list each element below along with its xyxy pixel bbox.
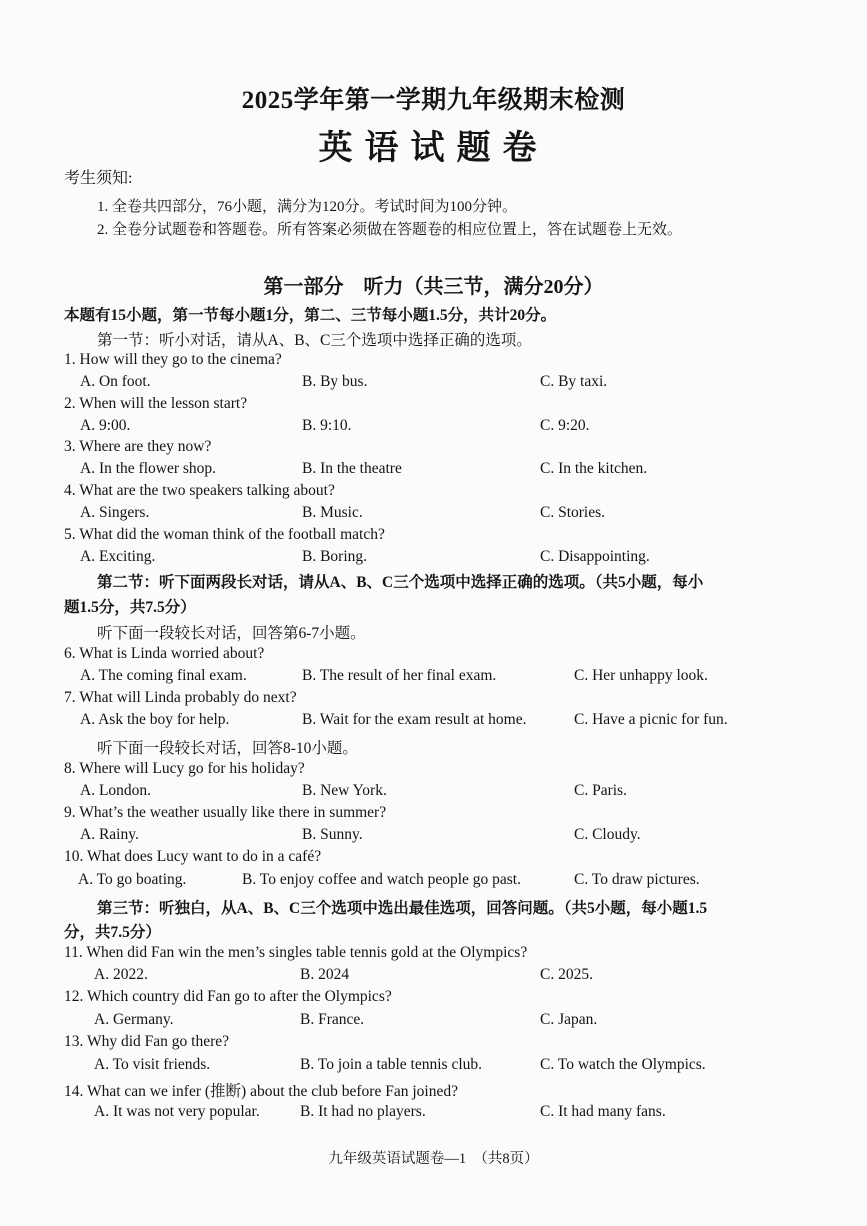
section1-instruction: 第一节：听小对话，请从A、B、C三个选项中选择正确的选项。 [97, 332, 532, 349]
option-b: B. New York. [302, 782, 387, 799]
option-b: B. France. [300, 1011, 365, 1028]
question-10: 10. What does Lucy want to do in a café? [64, 848, 322, 865]
option-b: B. In the theatre [302, 460, 402, 477]
option-c: C. By taxi. [540, 373, 608, 390]
option-a: A. The coming final exam. [80, 667, 247, 684]
option-a: A. It was not very popular. [94, 1103, 260, 1120]
option-c: C. Japan. [540, 1011, 598, 1028]
question-7: 7. What will Linda probably do next? [64, 689, 297, 706]
option-c: C. In the kitchen. [540, 460, 648, 477]
option-c: C. It had many fans. [540, 1103, 666, 1120]
question-3: 3. Where are they now? [64, 438, 212, 455]
option-b: B. 2024 [300, 966, 350, 983]
page-footer: 九年级英语试题卷—1 （共8页） [328, 1151, 539, 1167]
option-c: C. Stories. [540, 504, 606, 521]
section2-instruction: 第二节：听下面两段长对话，请从A、B、C三个选项中选择正确的选项。（共5小题，每小 [97, 574, 704, 591]
option-b: B. It had no players. [300, 1103, 426, 1120]
option-b: B. To enjoy coffee and watch people go past. [242, 871, 521, 888]
option-c: C. 2025. [540, 966, 593, 983]
option-a: A. London. [80, 782, 152, 799]
option-a: A. Singers. [80, 504, 150, 521]
question-6: 6. What is Linda worried about? [64, 645, 265, 662]
option-b: B. Wait for the exam result at home. [302, 711, 527, 728]
question-9: 9. What’s the weather usually like there in summer? [64, 804, 387, 821]
option-c: C. Cloudy. [574, 826, 641, 843]
section2-instruction-cont: 题1.5分，共7.5分） [64, 599, 196, 616]
option-b: B. To join a table tennis club. [300, 1056, 483, 1073]
option-c: C. Disappointing. [540, 548, 650, 565]
exam-title: 2025学年第一学期九年级期末检测 [241, 87, 626, 114]
option-c: C. Paris. [574, 782, 627, 799]
question-11: 11. When did Fan win the men’s singles table tennis gold at the Olympics? [64, 944, 528, 961]
option-b: B. Boring. [302, 548, 368, 565]
option-a: A. To visit friends. [94, 1056, 211, 1073]
part1-intro: 本题有15小题，第一节每小题1分，第二、三节每小题1.5分，共计20分。 [64, 307, 557, 324]
option-a: A. Rainy. [80, 826, 139, 843]
section3-instruction: 第三节：听独白，从A、B、C三个选项中选出最佳选项，回答问题。（共5小题，每小题1.5 [97, 900, 708, 917]
option-a: A. On foot. [80, 373, 151, 390]
part1-title: 第一部分 听力（共三节，满分20分） [263, 276, 604, 298]
option-a: A. 9:00. [80, 417, 131, 434]
option-b: B. The result of her final exam. [302, 667, 497, 684]
option-a: A. Germany. [94, 1011, 174, 1028]
option-a: A. Exciting. [80, 548, 156, 565]
question-14: 14. What can we infer (推断) about the club before Fan joined? [64, 1083, 458, 1100]
section3-instruction-cont: 分，共7.5分） [64, 924, 161, 941]
option-c: C. Have a picnic for fun. [574, 711, 728, 728]
option-b: B. By bus. [302, 373, 368, 390]
option-a: A. In the flower shop. [80, 460, 217, 477]
notice-item: 1. 全卷共四部分，76小题，满分为120分。考试时间为100分钟。 [97, 199, 518, 215]
option-a: A. 2022. [94, 966, 148, 983]
question-13: 13. Why did Fan go there? [64, 1033, 230, 1050]
question-2: 2. When will the lesson start? [64, 395, 248, 412]
option-a: A. Ask the boy for help. [80, 711, 230, 728]
dialog2-prompt: 听下面一段较长对话，回答8-10小题。 [97, 740, 358, 757]
question-4: 4. What are the two speakers talking about? [64, 482, 335, 499]
option-b: B. Music. [302, 504, 363, 521]
option-c: C. To watch the Olympics. [540, 1056, 706, 1073]
question-5: 5. What did the woman think of the football match? [64, 526, 385, 543]
option-b: B. 9:10. [302, 417, 352, 434]
option-a: A. To go boating. [78, 871, 187, 888]
dialog1-prompt: 听下面一段较长对话，回答第6-7小题。 [97, 625, 366, 642]
option-b: B. Sunny. [302, 826, 363, 843]
notice-heading: 考生须知: [64, 170, 133, 187]
question-1: 1. How will they go to the cinema? [64, 351, 282, 368]
option-c: C. 9:20. [540, 417, 590, 434]
question-8: 8. Where will Lucy go for his holiday? [64, 760, 305, 777]
option-c: C. To draw pictures. [574, 871, 700, 888]
question-12: 12. Which country did Fan go to after the Olympics? [64, 988, 392, 1005]
notice-item: 2. 全卷分试题卷和答题卷。所有答案必须做在答题卷的相应位置上，答在试题卷上无效。 [97, 222, 683, 238]
option-c: C. Her unhappy look. [574, 667, 708, 684]
paper-title: 英语试题卷 [318, 130, 549, 167]
